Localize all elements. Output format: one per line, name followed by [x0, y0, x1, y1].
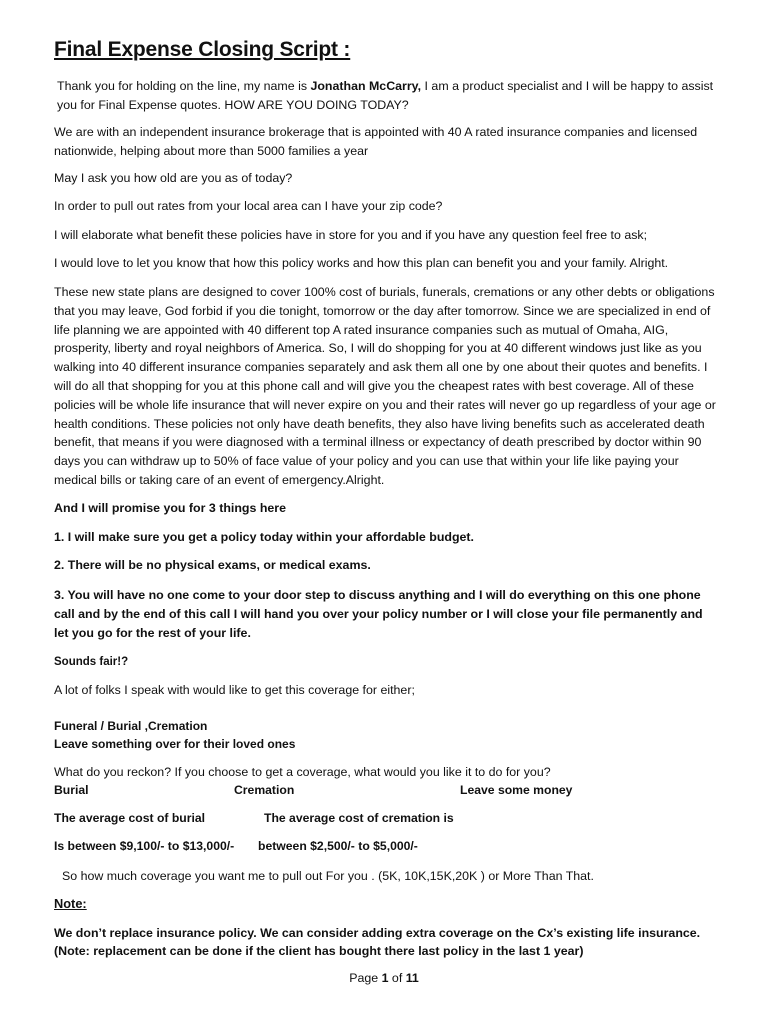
page-number — [0, 971, 768, 985]
state-plans-paragraph: These new state plans are designed to cover 100% cost of burials, funerals, cremations or any other debts or obligations that you may leave, God forbid if you die tonight, tomorrow or the day after tomorrow. Since we are specialized in end of life planning we are appointed with 40 different top A rated insurance companies such as mutual of Omaha, AIG, prosperity, liberty and royal neighbors of America. So, I will do shopping for you at 40 different windows just like as you walking into 40 different insurance companies separately and ask them all one by one about their quotes and benefits. I will do all that shopping for you at this phone call and will give you the cheapest rates with best coverage. All of these policies will be whole life insurance that will never expire on you and their rates will never go up regardless of your age or health conditions. These policies not only have death benefits, they also have living benefits such as accelerated death benefit, that means if you were diagnosed with a terminal illness or expectancy of death prescribed by doctor within 90 days you can withdraw up to 50% of face value of your policy and you can use that within your life like paying your medical bills or taking care of an event of emergency.Alright. — [54, 285, 716, 487]
intro-post: I am a product specialist and I will be happy to assist you for Final Expense quotes. HOW ARE YOU DOING TODAY? — [57, 79, 714, 112]
promise-item-2: 2. There will be no physical exams, or medical exams. — [54, 558, 371, 572]
column-leave-money: Leave some money — [460, 783, 573, 797]
column-cremation: Cremation — [234, 783, 295, 797]
sounds-fair: Sounds fair!? — [54, 656, 129, 668]
options-line-2: Leave something over for their loved ones — [54, 737, 296, 751]
intro-paragraph — [54, 77, 716, 115]
cremation-cost-label: The average cost of cremation is — [264, 811, 454, 825]
policy-works-paragraph: I would love to let you know that how this policy works and how this plan can benefit you and your family. Alright. — [54, 256, 669, 270]
page-of: of — [388, 971, 406, 985]
elaborate-paragraph: I will elaborate what benefit these policies have in store for you and if you have any question feel free to ask; — [54, 228, 648, 242]
reckon-question: What do you reckon? If you choose to get a coverage, what would you like it to do for you? — [54, 765, 551, 779]
note-heading: Note: — [54, 896, 87, 911]
note-line-2: (Note: replacement can be done if the client has bought there last policy in the last 1 year) — [54, 944, 584, 958]
column-burial: Burial — [54, 783, 89, 797]
burial-cost-label: The average cost of burial — [54, 811, 206, 825]
cremation-cost-range: between $2,500/- to $5,000/- — [258, 839, 418, 853]
page-current: 1 — [381, 971, 389, 985]
promise-item-3: 3. You will have no one come to your door step to discuss anything and I will do everything on this one phone call and by the end of this call I will hand you over your policy number or I will close your file permanently and let you go for the rest of your life. — [54, 588, 703, 640]
page-prefix: Page — [349, 971, 382, 985]
burial-cost-range: Is between $9,100/- to $13,000/- — [54, 839, 235, 853]
zip-question: In order to pull out rates from your local area can I have your zip code? — [54, 199, 443, 213]
promise-heading: And I will promise you for 3 things here — [54, 501, 287, 515]
coverage-question: So how much coverage you want me to pull out For you . (5K, 10K,15K,20K ) or More Than That. — [62, 869, 594, 883]
page-total: 11 — [405, 971, 419, 985]
age-question: May I ask you how old are you as of today? — [54, 171, 293, 185]
intro-pre: Thank you for holding on the line, my name is — [57, 79, 311, 93]
promise-item-1: 1. I will make sure you get a policy today within your affordable budget. — [54, 530, 474, 544]
options-line-1: Funeral / Burial ,Cremation — [54, 719, 208, 733]
note-line-1: We don’t replace insurance policy. We can consider adding extra coverage on the Cx’s existing life insurance. — [54, 926, 701, 940]
brokerage-paragraph: We are with an independent insurance brokerage that is appointed with 40 A rated insurance companies and licensed nationwide, helping about more than 5000 families a year — [54, 125, 698, 158]
page-title: Final Expense Closing Script : — [54, 38, 351, 61]
specialist-name: Jonathan McCarry, — [310, 79, 422, 93]
folks-paragraph: A lot of folks I speak with would like to get this coverage for either; — [54, 683, 415, 697]
